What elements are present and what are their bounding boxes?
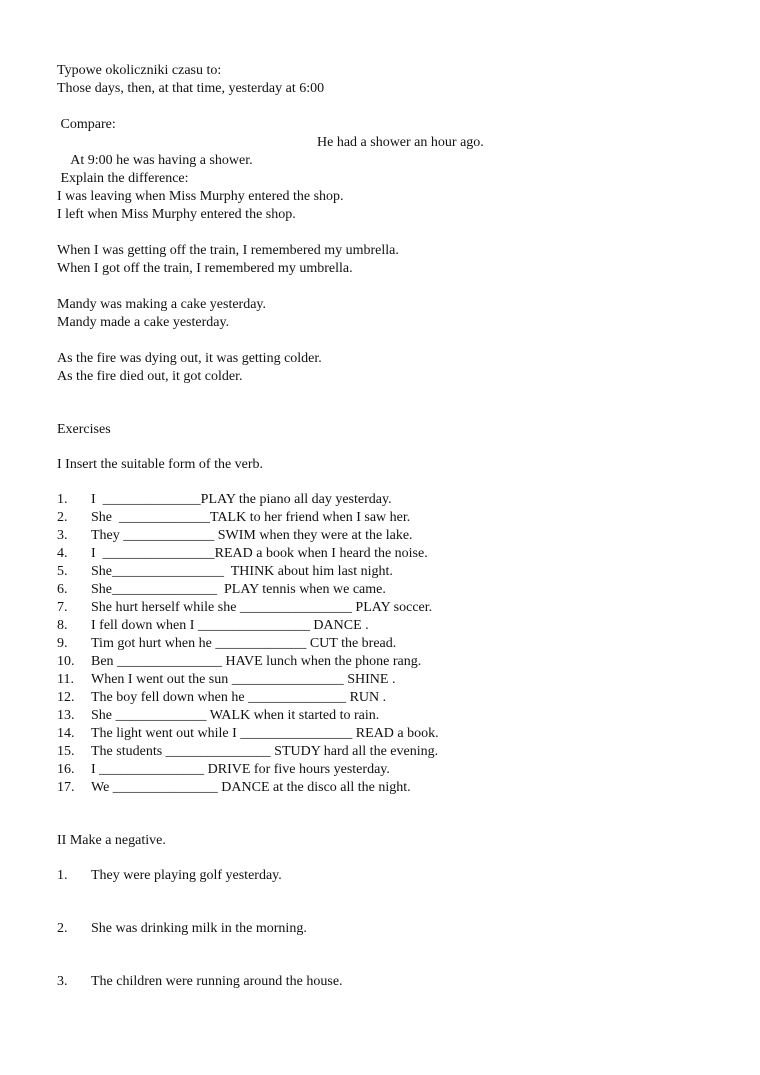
exercise-2-list [57,867,737,991]
explain-label: Explain the difference: [57,171,189,186]
list-item: 15. The students _______________ STUDY hard all the evening. [57,744,439,759]
list-item: 17. We _______________ DANCE at the disco all the night. [57,780,411,795]
explain-pair-3-b: Mandy made a cake yesterday. [57,315,230,330]
compare-heading [57,116,737,134]
list-item: 7. She hurt herself while she ________________ PLAY soccer. [57,600,433,615]
list-item: 6. She_______________ PLAY tennis when we came. [57,582,386,597]
explain-pair-4-b: As the fire died out, it got colder. [57,369,243,384]
explain-heading [57,170,737,188]
compare-sentence-a: At 9:00 he was having a shower. [70,153,253,168]
exercise-2-title: II Make a negative. [57,833,166,848]
list-item: 5. She________________ THINK about him last night. [57,564,393,579]
list-item: 1. They were playing golf yesterday. [57,868,282,883]
explain-pair-1-a: I was leaving when Miss Murphy entered the shop. [57,189,344,204]
worksheet-page [57,62,737,991]
exercise-1-list [57,491,737,797]
explain-pair-3-a: Mandy was making a cake yesterday. [57,297,267,312]
intro-line-2: Those days, then, at that time, yesterday at 6:00 [57,81,325,96]
list-item: 2. She _____________TALK to her friend when I saw her. [57,510,411,525]
list-item: 1. I ______________PLAY the piano all day yesterday. [57,492,392,507]
compare-sentence-b: He had a shower an hour ago. [317,135,484,150]
list-item: 13. She _____________ WALK when it started to rain. [57,708,380,723]
list-item: 3. They _____________ SWIM when they were at the lake. [57,528,413,543]
exercises-heading: Exercises [57,422,111,437]
list-item: 3. The children were running around the house. [57,974,343,989]
exercise-1-title: I Insert the suitable form of the verb. [57,457,264,472]
list-item: 10. Ben _______________ HAVE lunch when the phone rang. [57,654,422,669]
list-item: 2. She was drinking milk in the morning. [57,921,307,936]
explain-pair-1-b: I left when Miss Murphy entered the shop. [57,207,296,222]
compare-label: Compare: [57,117,116,132]
list-item: 9. Tim got hurt when he _____________ CUT the bread. [57,636,397,651]
compare-row [57,134,737,168]
list-item: 8. I fell down when I ________________ DANCE . [57,618,369,633]
explain-pair-4-a: As the fire was dying out, it was getting colder. [57,351,322,366]
list-item: 11. When I went out the sun ________________ SHINE . [57,672,396,687]
explain-pair-2-b: When I got off the train, I remembered my umbrella. [57,261,353,276]
list-item: 4. I ________________READ a book when I heard the noise. [57,546,428,561]
list-item: 16. I _______________ DRIVE for five hours yesterday. [57,762,390,777]
list-item: 14. The light went out while I ________________ READ a book. [57,726,439,741]
intro-line-1: Typowe okoliczniki czasu to: [57,63,222,78]
list-item: 12. The boy fell down when he ______________ RUN . [57,690,387,705]
explain-pair-2-a: When I was getting off the train, I remembered my umbrella. [57,243,399,258]
